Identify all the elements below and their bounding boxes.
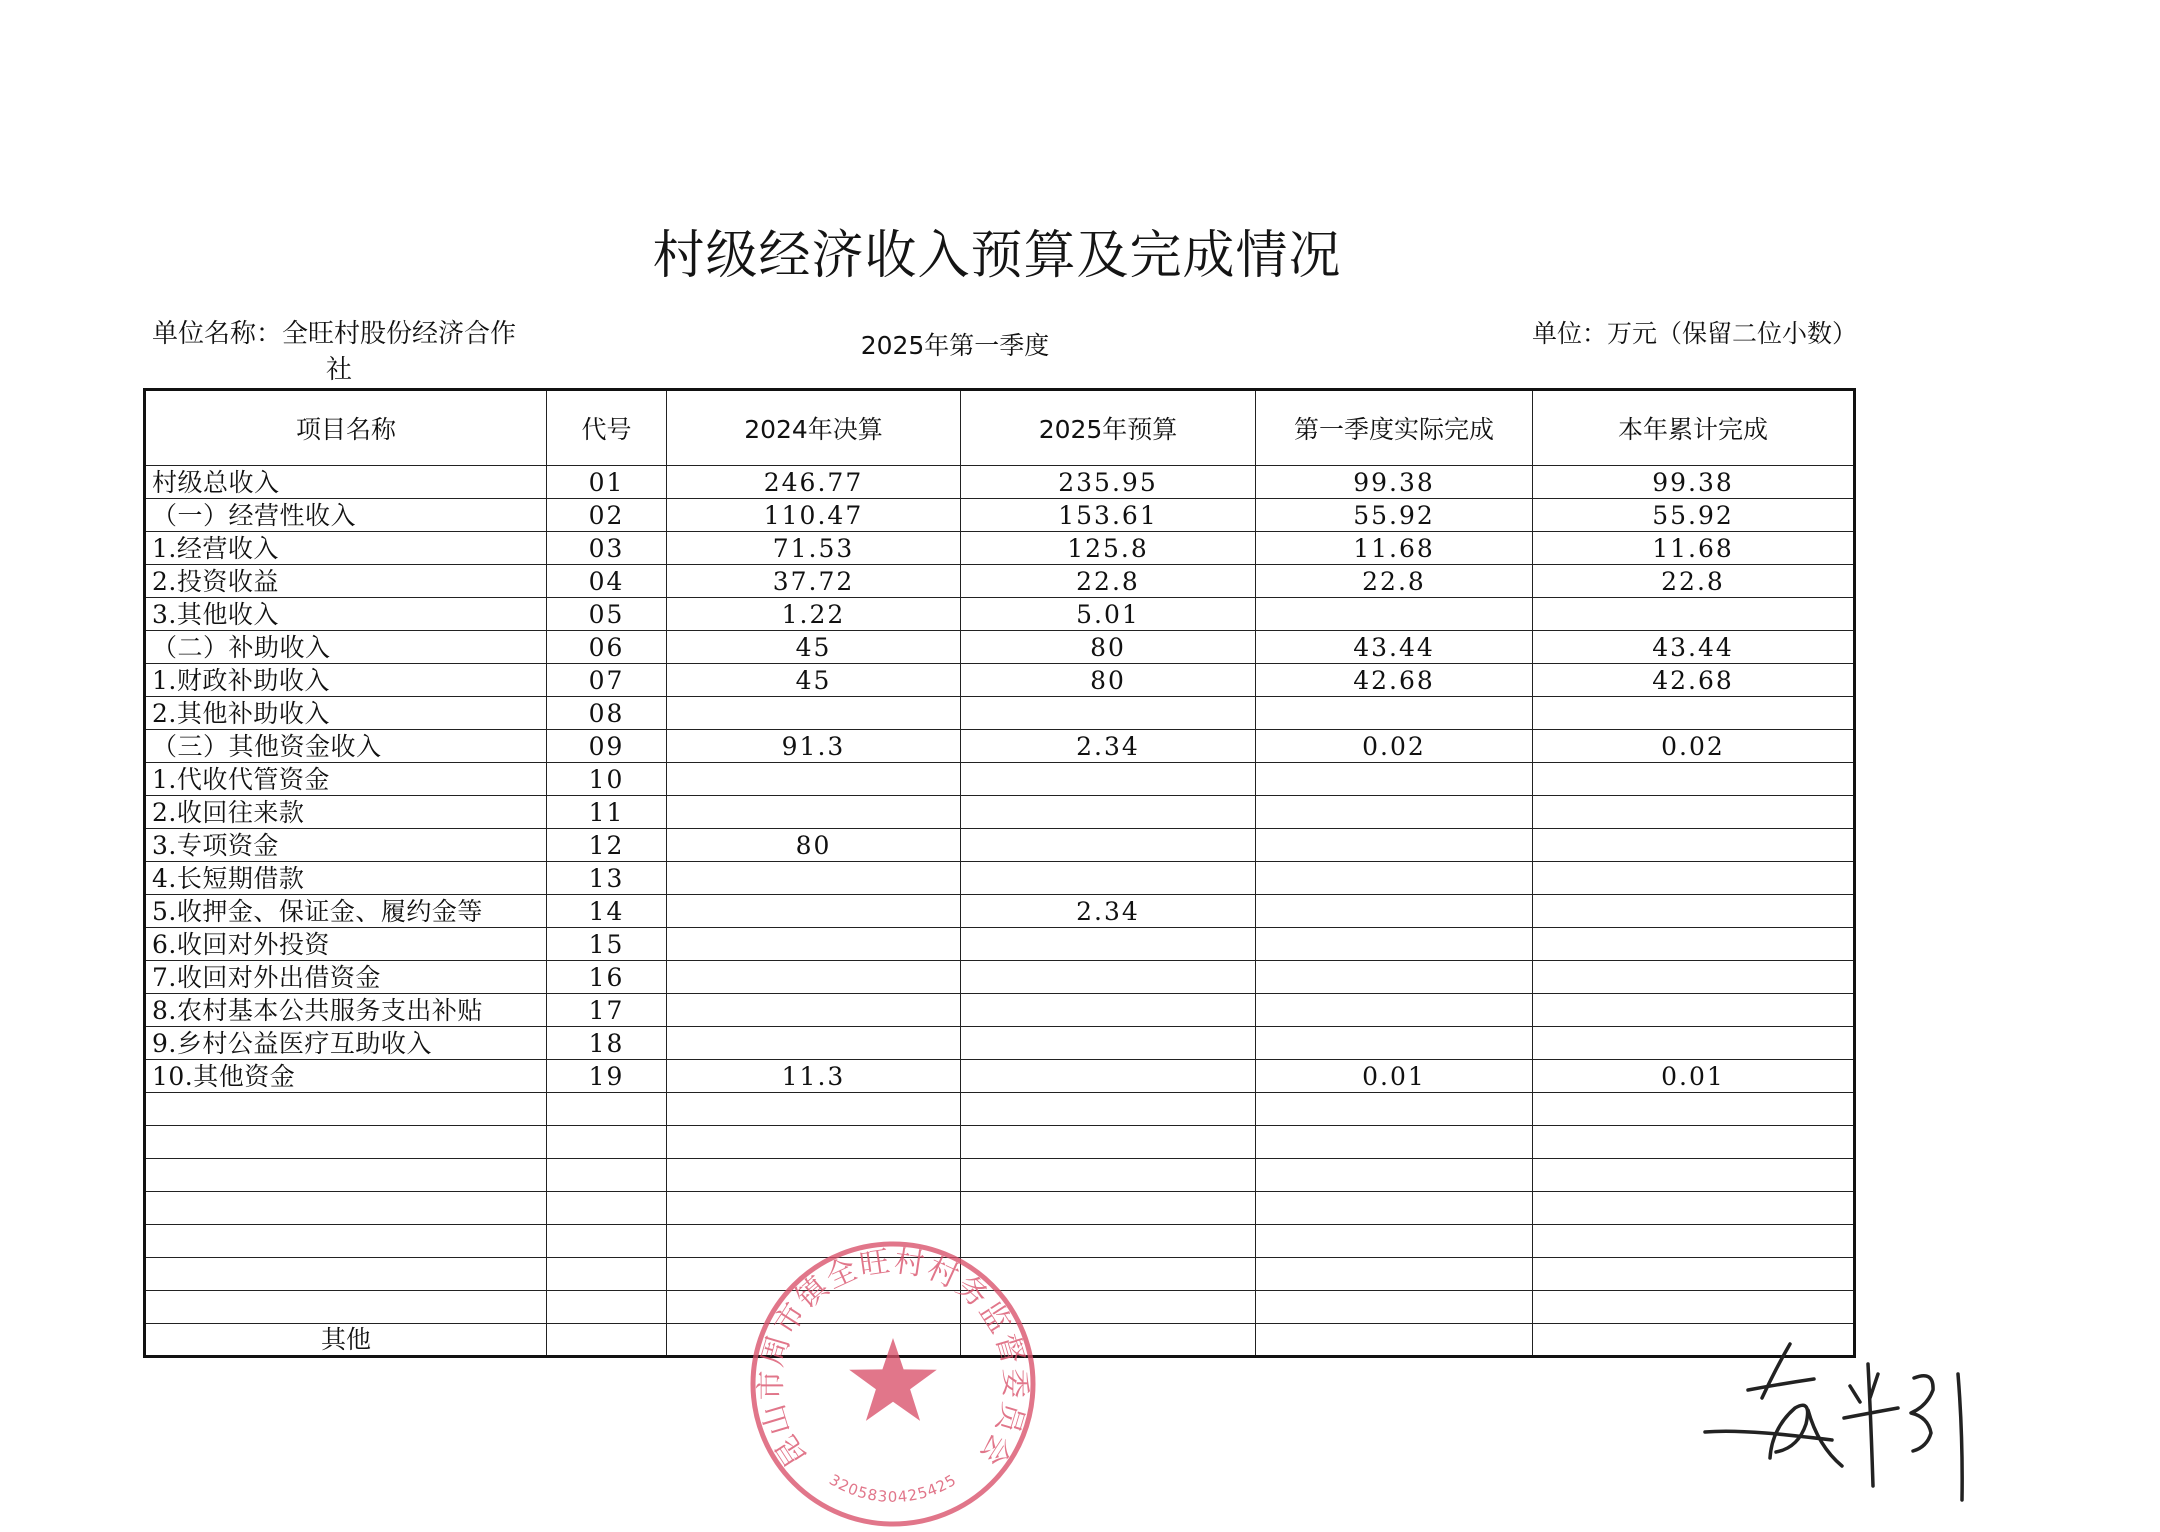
- blank-cell: [145, 1225, 547, 1258]
- seal-number: 3205830425425: [826, 1470, 960, 1506]
- cell-final-2024: 80: [667, 829, 961, 862]
- cell-item-name: 1.财政补助收入: [145, 664, 547, 697]
- income-budget-table: [143, 388, 1856, 1358]
- cell-final-2024: 71.53: [667, 532, 961, 565]
- cell-ytd-total: 0.01: [1533, 1060, 1855, 1093]
- cell-budget-2025: 80: [961, 631, 1256, 664]
- cell-budget-2025: [961, 829, 1256, 862]
- table-row: [145, 1060, 1855, 1093]
- cell-q1-actual: [1256, 829, 1533, 862]
- cell-final-2024: 45: [667, 664, 961, 697]
- blank-cell: [667, 1192, 961, 1225]
- blank-cell: [1533, 1093, 1855, 1126]
- blank-cell: [1256, 1093, 1533, 1126]
- cell-budget-2025: [961, 1060, 1256, 1093]
- cell-ytd-total: [1533, 829, 1855, 862]
- cell-final-2024: [667, 763, 961, 796]
- table-row: [145, 598, 1855, 631]
- cell-code: 11: [547, 796, 667, 829]
- cell-budget-2025: 2.34: [961, 730, 1256, 763]
- header-item-name: 项目名称: [145, 390, 547, 466]
- table-row: [145, 994, 1855, 1027]
- cell-item-name: 9.乡村公益医疗互助收入: [145, 1027, 547, 1060]
- cell-budget-2025: [961, 697, 1256, 730]
- cell-q1-actual: 99.38: [1256, 466, 1533, 499]
- blank-cell: [1256, 1291, 1533, 1324]
- cell-ytd-total: 99.38: [1533, 466, 1855, 499]
- cell-q1-actual: [1256, 1027, 1533, 1060]
- table-row: [145, 532, 1855, 565]
- header-budget-2025: 2025年预算: [961, 390, 1256, 466]
- cell-code: 09: [547, 730, 667, 763]
- cell-ytd-total: 43.44: [1533, 631, 1855, 664]
- cell-ytd-total: 22.8: [1533, 565, 1855, 598]
- cell-final-2024: 37.72: [667, 565, 961, 598]
- table-row: [145, 631, 1855, 664]
- cell-final-2024: 11.3: [667, 1060, 961, 1093]
- official-seal: [738, 1232, 1048, 1530]
- cell-budget-2025: 2.34: [961, 895, 1256, 928]
- cell-code: 15: [547, 928, 667, 961]
- document-title: 村级经济收入预算及完成情况: [652, 226, 1342, 286]
- blank-cell: [547, 1126, 667, 1159]
- footer-label: 其他: [145, 1324, 547, 1357]
- unit-name-label-continued: 社: [326, 355, 353, 385]
- cell-final-2024: 45: [667, 631, 961, 664]
- cell-item-name: 4.长短期借款: [145, 862, 547, 895]
- cell-code: 07: [547, 664, 667, 697]
- cell-q1-actual: 42.68: [1256, 664, 1533, 697]
- cell-final-2024: [667, 1027, 961, 1060]
- blank-cell: [1533, 1225, 1855, 1258]
- cell-budget-2025: [961, 994, 1256, 1027]
- blank-row: [145, 1126, 1855, 1159]
- table-row: [145, 697, 1855, 730]
- cell-budget-2025: 22.8: [961, 565, 1256, 598]
- cell-ytd-total: [1533, 895, 1855, 928]
- unit-note: 单位：万元（保留二位小数）: [1532, 319, 1858, 348]
- table-row: [145, 664, 1855, 697]
- cell-q1-actual: 0.01: [1256, 1060, 1533, 1093]
- table-row: [145, 499, 1855, 532]
- blank-cell: [961, 1093, 1256, 1126]
- table-row: [145, 565, 1855, 598]
- handwritten-signature: [1700, 1336, 1975, 1506]
- cell-budget-2025: 235.95: [961, 466, 1256, 499]
- footer-cell: [547, 1324, 667, 1357]
- blank-cell: [1533, 1192, 1855, 1225]
- blank-cell: [1256, 1225, 1533, 1258]
- blank-row: [145, 1093, 1855, 1126]
- table-row: [145, 730, 1855, 763]
- cell-code: 12: [547, 829, 667, 862]
- cell-final-2024: [667, 928, 961, 961]
- cell-item-name: 3.专项资金: [145, 829, 547, 862]
- cell-budget-2025: 125.8: [961, 532, 1256, 565]
- cell-q1-actual: [1256, 994, 1533, 1027]
- cell-ytd-total: 42.68: [1533, 664, 1855, 697]
- cell-q1-actual: [1256, 598, 1533, 631]
- cell-code: 05: [547, 598, 667, 631]
- cell-ytd-total: [1533, 598, 1855, 631]
- cell-budget-2025: [961, 763, 1256, 796]
- cell-ytd-total: [1533, 1027, 1855, 1060]
- cell-budget-2025: [961, 961, 1256, 994]
- blank-cell: [547, 1291, 667, 1324]
- table-row: [145, 862, 1855, 895]
- footer-cell: [1256, 1324, 1533, 1357]
- cell-item-name: 8.农村基本公共服务支出补贴: [145, 994, 547, 1027]
- cell-item-name: （三）其他资金收入: [145, 730, 547, 763]
- cell-ytd-total: [1533, 994, 1855, 1027]
- seal-star-icon: [849, 1338, 937, 1421]
- table-row: [145, 829, 1855, 862]
- cell-item-name: 10.其他资金: [145, 1060, 547, 1093]
- blank-cell: [1256, 1192, 1533, 1225]
- cell-budget-2025: [961, 796, 1256, 829]
- cell-q1-actual: 43.44: [1256, 631, 1533, 664]
- cell-ytd-total: [1533, 928, 1855, 961]
- blank-cell: [547, 1159, 667, 1192]
- cell-code: 16: [547, 961, 667, 994]
- cell-item-name: （二）补助收入: [145, 631, 547, 664]
- blank-cell: [1533, 1291, 1855, 1324]
- cell-final-2024: [667, 961, 961, 994]
- cell-budget-2025: [961, 862, 1256, 895]
- table-body: [145, 466, 1855, 1357]
- cell-item-name: 1.代收代管资金: [145, 763, 547, 796]
- header-final-2024: 2024年决算: [667, 390, 961, 466]
- cell-q1-actual: [1256, 697, 1533, 730]
- cell-code: 04: [547, 565, 667, 598]
- cell-code: 08: [547, 697, 667, 730]
- cell-item-name: 7.收回对外出借资金: [145, 961, 547, 994]
- cell-q1-actual: [1256, 862, 1533, 895]
- header-q1-actual: 第一季度实际完成: [1256, 390, 1533, 466]
- header-ytd-total: 本年累计完成: [1533, 390, 1855, 466]
- table-row: [145, 466, 1855, 499]
- report-period: 2025年第一季度: [860, 331, 1050, 360]
- blank-cell: [145, 1291, 547, 1324]
- cell-final-2024: [667, 796, 961, 829]
- blank-cell: [961, 1126, 1256, 1159]
- table-row: [145, 763, 1855, 796]
- blank-cell: [145, 1159, 547, 1192]
- blank-cell: [1256, 1159, 1533, 1192]
- cell-item-name: 2.其他补助收入: [145, 697, 547, 730]
- seal-text: 昆山市周市镇全旺村村务监督委员会: [753, 1244, 1033, 1473]
- cell-ytd-total: [1533, 697, 1855, 730]
- cell-item-name: 2.投资收益: [145, 565, 547, 598]
- table-row: [145, 796, 1855, 829]
- cell-item-name: 3.其他收入: [145, 598, 547, 631]
- cell-q1-actual: [1256, 796, 1533, 829]
- header-code: 代号: [547, 390, 667, 466]
- blank-cell: [1533, 1258, 1855, 1291]
- cell-final-2024: [667, 994, 961, 1027]
- table-row: [145, 1027, 1855, 1060]
- blank-cell: [961, 1159, 1256, 1192]
- cell-ytd-total: [1533, 862, 1855, 895]
- table-row: [145, 928, 1855, 961]
- cell-q1-actual: [1256, 763, 1533, 796]
- svg-text:3205830425425: [826, 1471, 960, 1506]
- blank-cell: [961, 1192, 1256, 1225]
- blank-cell: [547, 1192, 667, 1225]
- cell-final-2024: [667, 697, 961, 730]
- blank-cell: [145, 1192, 547, 1225]
- cell-code: 13: [547, 862, 667, 895]
- blank-cell: [667, 1093, 961, 1126]
- table-row: [145, 895, 1855, 928]
- blank-cell: [145, 1126, 547, 1159]
- cell-ytd-total: [1533, 796, 1855, 829]
- cell-code: 01: [547, 466, 667, 499]
- cell-budget-2025: [961, 1027, 1256, 1060]
- cell-code: 10: [547, 763, 667, 796]
- cell-item-name: 5.收押金、保证金、履约金等: [145, 895, 547, 928]
- table-row: [145, 961, 1855, 994]
- cell-budget-2025: 153.61: [961, 499, 1256, 532]
- cell-budget-2025: 5.01: [961, 598, 1256, 631]
- cell-code: 18: [547, 1027, 667, 1060]
- blank-cell: [1256, 1126, 1533, 1159]
- cell-ytd-total: [1533, 961, 1855, 994]
- cell-budget-2025: [961, 928, 1256, 961]
- cell-item-name: 2.收回往来款: [145, 796, 547, 829]
- cell-q1-actual: [1256, 895, 1533, 928]
- cell-q1-actual: 22.8: [1256, 565, 1533, 598]
- cell-final-2024: [667, 895, 961, 928]
- cell-ytd-total: 55.92: [1533, 499, 1855, 532]
- cell-final-2024: [667, 862, 961, 895]
- cell-q1-actual: [1256, 961, 1533, 994]
- blank-cell: [1256, 1258, 1533, 1291]
- cell-final-2024: 1.22: [667, 598, 961, 631]
- cell-code: 14: [547, 895, 667, 928]
- blank-cell: [667, 1159, 961, 1192]
- cell-code: 02: [547, 499, 667, 532]
- cell-ytd-total: 11.68: [1533, 532, 1855, 565]
- cell-final-2024: 246.77: [667, 466, 961, 499]
- cell-code: 06: [547, 631, 667, 664]
- blank-cell: [667, 1126, 961, 1159]
- blank-cell: [547, 1258, 667, 1291]
- cell-final-2024: 91.3: [667, 730, 961, 763]
- blank-row: [145, 1192, 1855, 1225]
- cell-q1-actual: 0.02: [1256, 730, 1533, 763]
- cell-ytd-total: 0.02: [1533, 730, 1855, 763]
- cell-q1-actual: [1256, 928, 1533, 961]
- cell-ytd-total: [1533, 763, 1855, 796]
- cell-budget-2025: 80: [961, 664, 1256, 697]
- blank-cell: [547, 1093, 667, 1126]
- cell-code: 19: [547, 1060, 667, 1093]
- cell-item-name: 6.收回对外投资: [145, 928, 547, 961]
- blank-row: [145, 1159, 1855, 1192]
- blank-cell: [1533, 1126, 1855, 1159]
- cell-item-name: 村级总收入: [145, 466, 547, 499]
- cell-q1-actual: 11.68: [1256, 532, 1533, 565]
- cell-code: 03: [547, 532, 667, 565]
- unit-name-label: 单位名称：全旺村股份经济合作: [152, 319, 517, 349]
- blank-cell: [145, 1258, 547, 1291]
- cell-item-name: （一）经营性收入: [145, 499, 547, 532]
- cell-q1-actual: 55.92: [1256, 499, 1533, 532]
- cell-final-2024: 110.47: [667, 499, 961, 532]
- table-header-row: [145, 390, 1855, 466]
- cell-item-name: 1.经营收入: [145, 532, 547, 565]
- blank-cell: [1533, 1159, 1855, 1192]
- cell-code: 17: [547, 994, 667, 1027]
- blank-cell: [145, 1093, 547, 1126]
- blank-cell: [547, 1225, 667, 1258]
